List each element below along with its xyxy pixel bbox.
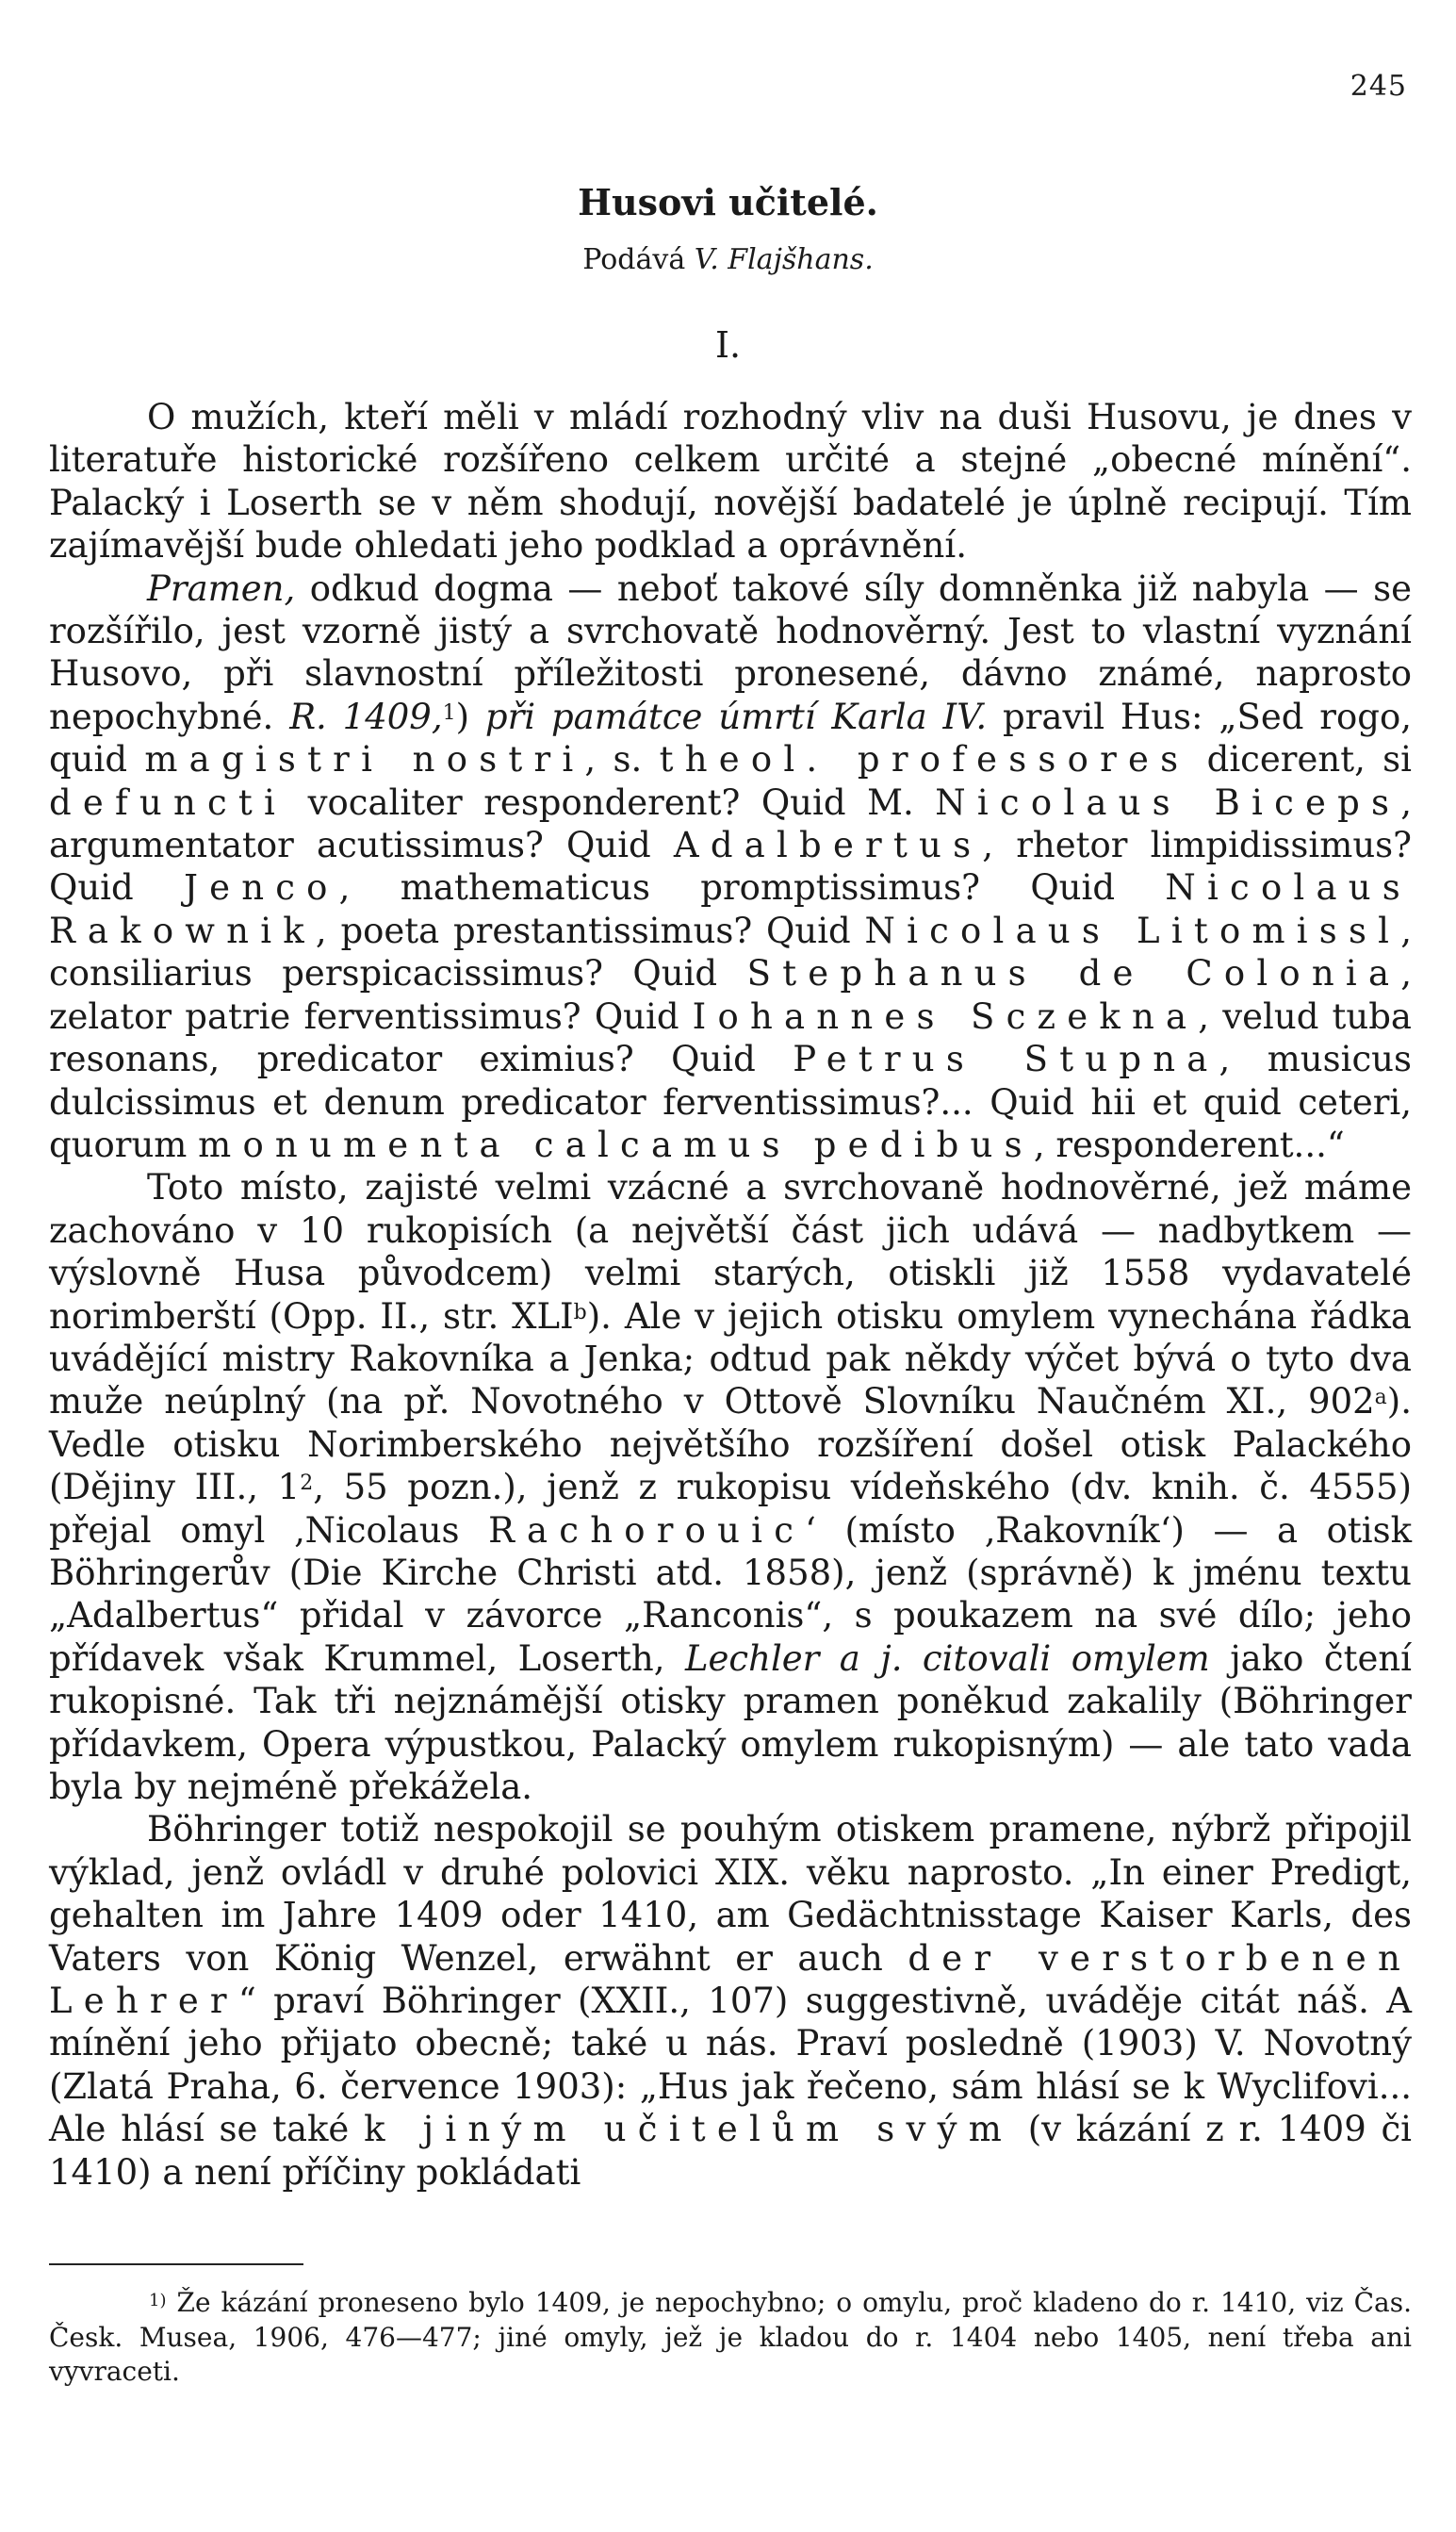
text-run: , 55 pozn.), jenž z rukopisu vídeňského (dv. knih. č. 4555) přejal omyl ‚Nicolaus xyxy=(49,1467,1412,1551)
text-run: ). Ale v jejich otisku omylem vynechána řádka uvádějící mistry Rakovníka a Jenka; odtud pak někdy výčet bývá o tyto dva muže neúplný (na př. Novotného v Ottově Slovníku Naučném XI., 902 xyxy=(49,1295,1412,1422)
text-run: (v kázání z r. 1409 či 1410) a není příčiny pokládati xyxy=(49,2109,1413,2193)
section-number: I. xyxy=(714,324,742,366)
text-run: ) xyxy=(455,696,485,737)
text-run: , musicus dulcissimus et denum predicator ferventissimus?... Quid hii et quid ceteri, quorum xyxy=(49,1039,1412,1165)
byline-author: V. Flajšhans. xyxy=(694,243,874,276)
paragraph xyxy=(49,567,1412,1167)
spaced-text: Nicolaus Rakownik xyxy=(49,867,1412,951)
superscript: b xyxy=(573,1300,587,1324)
spaced-text: Stephanus de Colonia xyxy=(746,953,1401,995)
spaced-text: Jenco xyxy=(184,867,339,909)
text-run: Böhringer totiž nespokojil se pouhým otiskem pramene, nýbrž připojil výklad, jenž ovládl v druhé polovici XIX. věku naprosto. „In einer Predigt, gehalten im Jahre 1409 oder 1410, am Gedächtnisstage Kaiser Karls, des Vaters von König Wenzel, erwähnt er auch xyxy=(49,1809,1412,1979)
superscript: 2 xyxy=(300,1472,314,1496)
text-run: , poeta prestantissimus? Quid xyxy=(315,910,865,951)
spaced-text: theol. professores xyxy=(659,739,1190,781)
superscript: a xyxy=(1374,1386,1387,1410)
text-run: “ praví Böhringer (XXII., 107) suggestivně, uváděje citát náš. A mínění jeho přijato obecně; také u nás. Praví posledně (1903) V. Novotný (Zlatá Praha, 6. července 1903): „Hus jak řečeno, sám hlásí se k Wyclifovi... Ale hlásí se také xyxy=(49,1981,1412,2150)
article-title: Husovi učitelé. xyxy=(578,181,878,223)
text-run: , rhetor limpidissimus? Quid xyxy=(49,825,1412,909)
paragraph xyxy=(49,1166,1412,1808)
text-run: , responderent...“ xyxy=(1033,1124,1345,1165)
text-run: pravil Hus: „Sed rogo, quid xyxy=(49,696,1412,781)
article-body xyxy=(49,396,1412,2194)
text-run: jako čtení rukopisné. Tak tři nejznámější otisky pramen poněkud zakalily (Böhringer přídavkem, Opera výpustkou, Palacký omylem rukopisným) — ale tato vada byla by nejméně překážela. xyxy=(49,1637,1413,1807)
text-run: dicerent, si xyxy=(1189,739,1412,781)
text-run: , s. xyxy=(584,739,660,781)
italic-text: Lechler a j. citovali omylem xyxy=(684,1637,1210,1679)
text-run: , velud tuba resonans, predicator eximius? Quid xyxy=(49,995,1412,1080)
spaced-text: magistri nostri xyxy=(144,739,585,781)
text-run: ‘ (místo ‚Rakovník‘) — a otisk Böhringerův (Die Kirche Christi atd. 1858), jenž (správně) k jménu textu „Adalbertus“ přidal v závorce „Ranconis“, s poukazem na své dílo; jeho přídavek však Krummel, Loserth, xyxy=(49,1509,1412,1679)
paragraph xyxy=(49,396,1412,567)
text-run: , argumentator acutissimus? Quid xyxy=(49,781,1412,866)
text-run: odkud dogma — neboť takové síly domněnka již nabyla — se rozšířilo, jest vzorně jistý a svrchovatě hodnověrný. Jest to vlastní vyznání Husovo, při slavnostní příležitosti pronesené, dávno známé, naprosto nepochybné. xyxy=(49,567,1412,737)
spaced-text: Rachorouic xyxy=(488,1509,806,1551)
footnote-text: Že kázání proneseno bylo 1409, je nepochybno; o omylu, proč kladeno do r. 1410, viz Čas. Česk. Musea, 1906, 476—477; jiné omyly, jež je kladou do r. 1404 nebo 1405, není třeba ani vyvraceti. xyxy=(49,2287,1412,2387)
superscript: 1 xyxy=(442,700,456,725)
text-run: vocaliter responderent? Quid M. xyxy=(286,781,936,823)
spaced-text: Petrus Stupna xyxy=(793,1039,1219,1080)
spaced-text: monumenta calcamus pedibus xyxy=(198,1124,1034,1165)
text-run: O mužích, kteří měli v mládí rozhodný vliv na duši Husovu, je dnes v literatuře historické rozšířeno celkem určité a stejné „obecné mínění“. Palacký i Loserth se v něm shodují, novější badatelé je úplně recipují. Tím zajímavější bude ohledati jeho podklad a oprávnění. xyxy=(49,397,1412,567)
paragraph xyxy=(49,1808,1412,2194)
spaced-text: Nicolaus Litomissl xyxy=(864,910,1401,951)
italic-text: R. 1409, xyxy=(289,696,443,737)
spaced-text: k jiným učitelům svým xyxy=(364,2109,1013,2150)
footnote-marker: 1) xyxy=(149,2291,167,2310)
page-number: 245 xyxy=(1350,70,1407,103)
text-run: ). Vedle otisku Norimberského největšího rozšíření došel otisk Palackého (Dějiny III., 1 xyxy=(49,1381,1412,1508)
text-run: , zelator patrie ferventissimus? Quid xyxy=(49,953,1412,1037)
spaced-text: defuncti xyxy=(49,781,287,823)
footnote xyxy=(49,2286,1412,2390)
spaced-text: Iohannes Sczekna xyxy=(692,995,1199,1037)
text-run: , mathematicus promptissimus? Quid xyxy=(338,867,1166,909)
spaced-text: der verstorbenen Lehrer xyxy=(49,1937,1412,2022)
spaced-text: Adalbertus xyxy=(673,825,983,866)
italic-text: Pramen, xyxy=(147,567,296,609)
footnote-divider xyxy=(49,2263,303,2265)
text-run: , consiliarius perspicacissimus? Quid xyxy=(49,910,1412,995)
spaced-text: Nicolaus Biceps xyxy=(935,781,1401,823)
byline xyxy=(0,243,1456,276)
byline-prefix: Podává xyxy=(582,243,686,276)
italic-text: při památce úmrtí Karla IV. xyxy=(484,696,988,737)
text-run: Toto místo, zajisté velmi vzácné a svrchovaně hodnověrné, jež máme zachováno v 10 rukopisích (a největší část jich udává — nadbytkem — výslovně Husa původcem) velmi starých, otiskli již 1558 vydavatelé norimberští (Opp. II., str. XLI xyxy=(49,1167,1412,1337)
